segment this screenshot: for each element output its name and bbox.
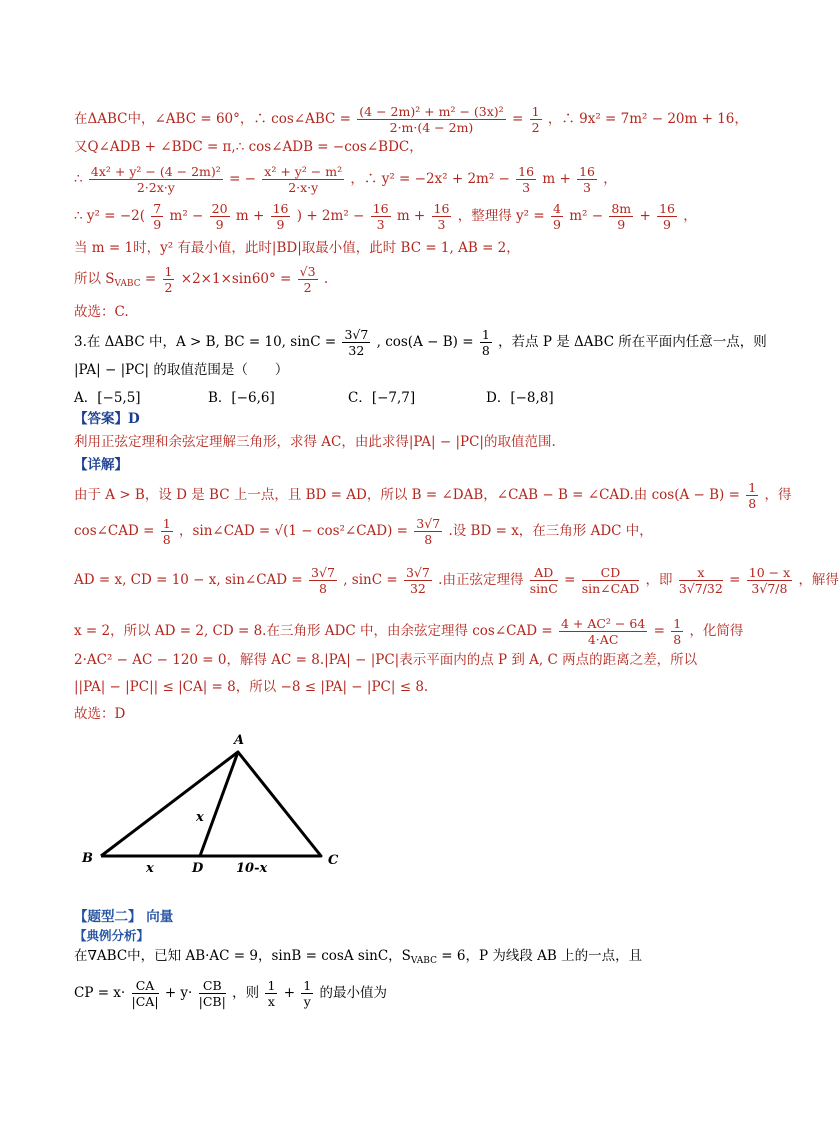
fraction: $\frac{\text{4x² + y² − (4 − 2m)²}}{2\cdot 2x\cdot y}$ <box>90 164 221 195</box>
fraction: $\frac{\text{4 + AC² − 64}}{4\cdot AC}$ <box>560 616 646 647</box>
fraction: $\frac{3√7}{8}$ <box>416 516 441 547</box>
option-a[interactable]: A．[−5,5] <box>74 390 141 406</box>
fraction: $\frac{1}{2}$ <box>164 264 173 295</box>
vertex-a-label: A <box>234 733 245 748</box>
fraction: $\frac{16}{9}$ <box>659 201 675 232</box>
fraction: $\frac{4}{9}$ <box>552 201 561 232</box>
segment-bd-label: x <box>146 861 154 876</box>
option-c[interactable]: C．[−7,7] <box>348 390 416 406</box>
solution-line: 所以 $S_{VABC}$ = $\frac{1}{2}$ ×2×1×sin60° = $\frac{√3}{2}$ . <box>74 264 329 295</box>
fraction: $\frac{CA}{|CA|}$ <box>131 978 159 1009</box>
fraction: $\frac{\text{x² + y² − m²}}{2\cdot x\cdot y}$ <box>264 164 343 195</box>
fraction: $\frac{7}{9}$ <box>153 201 162 232</box>
fraction: $\frac{16}{3}$ <box>372 201 389 232</box>
fraction: $\frac{√3}{2}$ <box>299 264 316 295</box>
solution-line: 在ΔABC中，∠ABC = 60°，∴ cos∠ABC = $\frac{\text{(4 − 2m)² + m² − (3x)²}}{2\cdot m\cdot(4 - 2m)}$ = $\frac{1}{2}$ ，∴ 9x² = 7m² − 20m + 16， <box>74 104 748 135</box>
question-line: 3.在 ΔABC 中，A > B, BC = 10, sinC = $\frac{3√7}{32}$ , cos(A − B) = $\frac{1}{8}$ ，若点 P 是 ΔABC 所在平面内任意一点，则 <box>74 327 767 358</box>
fraction: $\frac{1}{8}$ <box>673 616 682 647</box>
fraction: $\frac{\text{(4 − 2m)² + m² − (3x)²}}{2\cdot m\cdot(4 - 2m)}$ <box>359 104 504 135</box>
option-b[interactable]: B．[−6,6] <box>208 390 275 406</box>
segment-dc-label: 10-x <box>236 861 268 876</box>
answer-label: 【答案】D <box>74 411 140 427</box>
problem-line: 在∇ABC中，已知 AB·AC = 9，sinB = cosA sinC，$S_{VABC} = 6$，P 为线段 AB 上的一点，且 <box>74 948 643 966</box>
fraction: $\frac{3√7}{8}$ <box>311 565 335 596</box>
fraction: $\frac{16}{9}$ <box>272 201 289 232</box>
fraction: $\frac{16}{3}$ <box>518 164 535 195</box>
fraction: $\frac{1}{2}$ <box>531 104 540 135</box>
vertex-b-label: B <box>82 851 93 866</box>
fraction: $\frac{CB}{|CB|}$ <box>198 978 226 1009</box>
question-line: |PA| − |PC| 的取值范围是（ ） <box>74 362 289 378</box>
detail-line: 2·AC² − AC − 120 = 0，解得 AC = 8.|PA| − |PC|表示平面内的点 P 到 A, C 两点的距离之差，所以 <box>74 652 698 668</box>
detail-line: AD = x, CD = 10 − x, sin∠CAD = $\frac{3√7}{8}$ , sinC = $\frac{3√7}{32}$ .由正弦定理得 $\frac{AD}{\sin C}$ = $\frac{CD}{\text{sin∠CAD}}$ ，即 $\frac{x}{3√7/32}$ = $\frac{10 - x}{3√7/8}$ ，解得 <box>74 565 839 596</box>
text: 在ΔABC中，∠ABC = 60°，∴ cos∠ABC = <box>74 111 351 127</box>
fraction: $\frac{20}{9}$ <box>211 201 228 232</box>
section-subtitle: 【典例分析】 <box>74 928 150 943</box>
fraction: $\frac{CD}{\text{sin∠CAD}}$ <box>581 565 640 596</box>
answer-text: 故选：D <box>74 706 126 722</box>
detail-label: 【详解】 <box>74 457 128 473</box>
solution-line: ∴ y² = −2( $\frac{7}{9}$ m² − $\frac{20}{9}$ m + $\frac{16}{9}$ ) + 2m² − $\frac{16}{3}$ m + $\frac{16}{3}$ ，整理得 y² = $\frac{4}{9}$ m² − $\frac{8m}{9}$ + $\frac{16}{9}$ ， <box>74 201 697 232</box>
vertex-c-label: C <box>328 853 339 868</box>
detail-line: 由于 A > B，设 D 是 BC 上一点，且 BD = AD，所以 B = ∠DAB，∠CAB − B = ∠CAD.由 cos(A − B) = $\frac{1}{8}$ ，得 <box>74 480 792 511</box>
fraction: $\frac{16}{3}$ <box>433 201 450 232</box>
fraction: $\frac{10 - x}{3√7/8}$ <box>748 565 791 596</box>
solution-line: ∴ $\frac{\text{4x² + y² − (4 − 2m)²}}{2\cdot 2x\cdot y}$ = − $\frac{\text{x² + y² − m²}}{2\cdot x\cdot y}$ ，∴ y² = −2x² + 2m² − $\frac{16}{3}$ m + $\frac{16}{3}$ ， <box>74 164 617 195</box>
fraction: $\frac{1}{8}$ <box>481 327 490 358</box>
segment-ad-label: x <box>196 810 204 825</box>
fraction: $\frac{AD}{\sin C}$ <box>529 565 558 596</box>
answer-text: 故选：C. <box>74 304 129 320</box>
option-d[interactable]: D．[−8,8] <box>486 390 554 406</box>
analysis-text: 利用正弦定理和余弦定理解三角形，求得 AC，由此求得|PA| − |PC|的取值范围. <box>74 434 556 450</box>
detail-line: ||PA| − |PC|| ≤ |CA| = 8，所以 −8 ≤ |PA| − |PC| ≤ 8. <box>74 679 429 695</box>
fraction: $\frac{16}{3}$ <box>579 164 595 195</box>
fraction: $\frac{1}{8}$ <box>748 480 757 511</box>
fraction: $\frac{1}{8}$ <box>162 516 171 547</box>
problem-line: CP = x· $\frac{CA}{|CA|}$ + y· $\frac{CB}{|CB|}$ ，则 $\frac{1}{x}$ + $\frac{1}{y}$ 的最小值为 <box>74 978 388 1009</box>
section-title: 【题型二】 向量 <box>74 909 174 925</box>
triangle-figure <box>70 726 360 886</box>
point-d-label: D <box>192 861 204 876</box>
fraction: $\frac{8m}{9}$ <box>611 201 632 232</box>
detail-line: x = 2，所以 AD = 2, CD = 8.在三角形 ADC 中，由余弦定理得 cos∠CAD = $\frac{\text{4 + AC² − 64}}{4\cdot AC}$ = $\frac{1}{8}$ ，化简得 <box>74 616 744 647</box>
fraction: $\frac{3√7}{32}$ <box>405 565 430 596</box>
fraction: $\frac{1}{x}$ <box>267 978 276 1009</box>
fraction: $\frac{x}{3√7/32}$ <box>678 565 723 596</box>
triangle-sides <box>101 752 321 856</box>
solution-line: 又Q∠ADB + ∠BDC = π,∴ cos∠ADB = −cos∠BDC， <box>74 139 423 155</box>
solution-line: 当 m = 1时，y² 有最小值，此时|BD|取最小值，此时 BC = 1, AB = 2， <box>74 240 520 256</box>
fraction: $\frac{3√7}{32}$ <box>344 327 369 358</box>
detail-line: cos∠CAD = $\frac{1}{8}$ ，sin∠CAD = √(1 − cos²∠CAD) = $\frac{3√7}{8}$ .设 BD = x，在三角形 ADC 中， <box>74 516 653 547</box>
fraction: $\frac{1}{y}$ <box>303 978 312 1009</box>
